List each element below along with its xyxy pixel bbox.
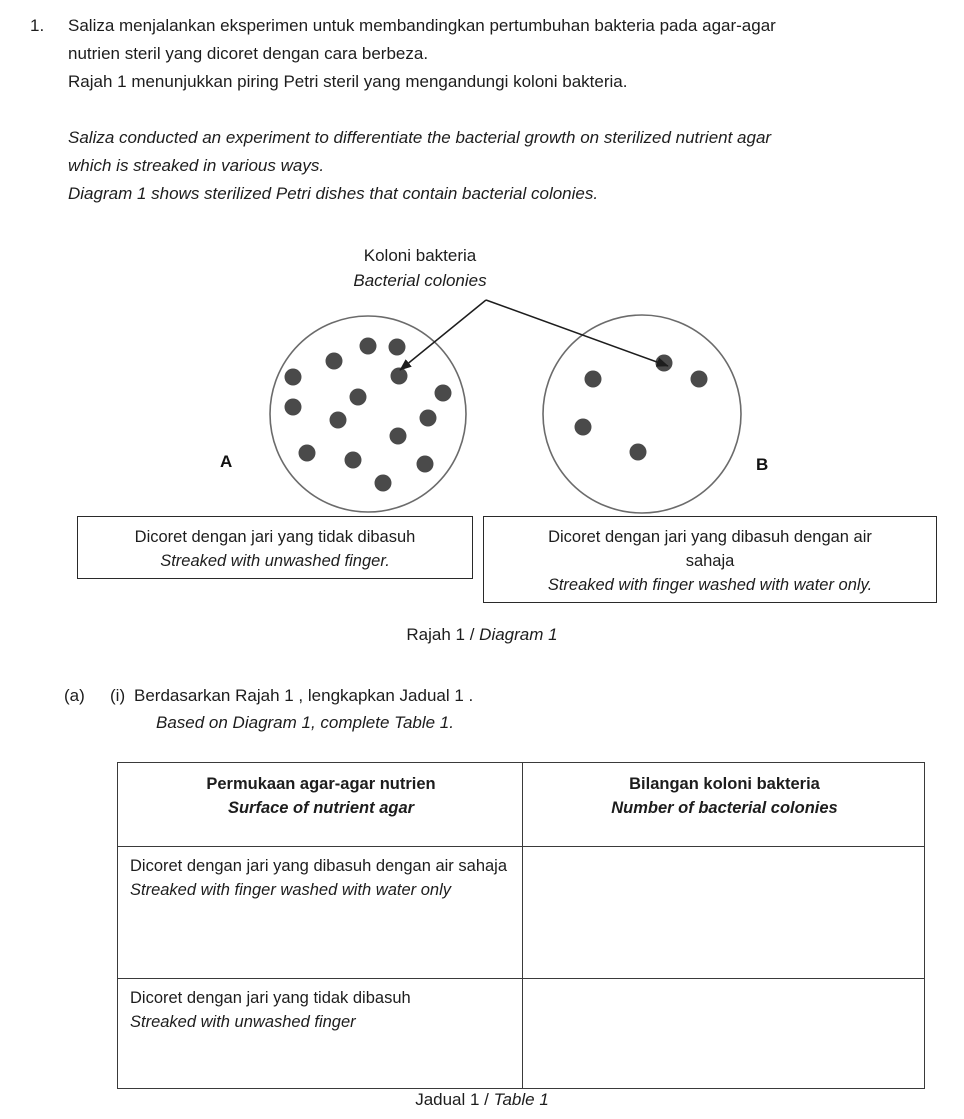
bacterial-colony-dot	[575, 419, 592, 436]
answer-table-body	[118, 847, 925, 1089]
part-a-english: Based on Diagram 1, complete Table 1.	[156, 713, 454, 732]
bacterial-colony-dot	[420, 410, 437, 427]
table-header-number	[523, 763, 925, 847]
bacterial-colony-dot	[389, 339, 406, 356]
part-a-text	[134, 682, 834, 736]
dish-a-caption-box	[77, 516, 473, 579]
table-row	[118, 847, 925, 979]
table-header-number-malay: Bilangan koloni bakteria	[629, 775, 820, 793]
callout-label-english: Bacterial colonies	[353, 271, 487, 290]
stem-malay-line-2: nutrien steril yang dicoret dengan cara berbeza.	[68, 44, 429, 63]
figure-caption	[0, 625, 964, 645]
dish-b-caption-box	[483, 516, 937, 603]
bacterial-colony-dot	[299, 445, 316, 462]
table-answer-cell-unwashed[interactable]	[523, 979, 925, 1089]
bacterial-colony-dot	[375, 475, 392, 492]
table-answer-cell-washed[interactable]	[523, 847, 925, 979]
petri-dish-b	[543, 315, 741, 513]
table-caption-english: Table 1	[493, 1090, 549, 1109]
table-header-row	[118, 763, 925, 847]
stem-english-line-2: which is streaked in various ways.	[68, 156, 325, 175]
dish-b-caption-english: Streaked with finger washed with water only.	[547, 576, 873, 594]
table-cell-surface-washed-malay: Dicoret dengan jari yang dibasuh dengan air sahaja	[130, 857, 508, 875]
answer-table-head	[118, 763, 925, 847]
question-stem	[68, 12, 928, 208]
petri-dish-a	[270, 316, 466, 512]
table-header-surface-english: Surface of nutrient agar	[227, 799, 415, 817]
table-cell-surface-unwashed-malay: Dicoret dengan jari yang tidak dibasuh	[130, 989, 411, 1007]
table-caption	[0, 1090, 964, 1110]
table-header-surface-malay: Permukaan agar-agar nutrien	[206, 775, 436, 793]
bacterial-colony-dot	[285, 369, 302, 386]
bacterial-colony-dot	[630, 444, 647, 461]
bacterial-colony-dot	[656, 355, 673, 372]
part-a-malay: Berdasarkan Rajah 1 , lengkapkan Jadual 1 .	[134, 686, 474, 705]
bacterial-colony-dot	[285, 399, 302, 416]
answer-table-wrapper	[117, 762, 924, 1089]
answer-table	[117, 762, 925, 1089]
figure-caption-malay: Rajah 1 /	[406, 625, 475, 644]
stem-malay-line-3: Rajah 1 menunjukkan piring Petri steril yang mengandungi koloni bakteria.	[68, 72, 628, 91]
bacterial-colony-dot	[435, 385, 452, 402]
table-header-surface	[118, 763, 523, 847]
dish-a-caption-english: Streaked with unwashed finger.	[160, 552, 390, 570]
bacterial-colony-dot	[330, 412, 347, 429]
table-cell-surface-washed-english: Streaked with finger washed with water only	[130, 881, 451, 899]
bacterial-colony-dot	[326, 353, 343, 370]
question-number: 1.	[30, 16, 45, 35]
bacterial-colony-dot	[390, 428, 407, 445]
bacterial-colony-dot	[585, 371, 602, 388]
table-cell-surface-unwashed-english: Streaked with unwashed finger	[130, 1013, 356, 1031]
bacterial-colony-dot	[691, 371, 708, 388]
dish-a-caption-malay: Dicoret dengan jari yang tidak dibasuh	[134, 528, 416, 546]
callout-arrows	[400, 300, 668, 370]
stem-malay-line-1: Saliza menjalankan eksperimen untuk membandingkan pertumbuhan bakteria pada agar-agar	[68, 16, 776, 35]
bacterial-colony-dot	[345, 452, 362, 469]
dish-letter-a: A	[220, 452, 233, 471]
part-a-letter: (a)	[64, 686, 85, 705]
table-header-number-english: Number of bacterial colonies	[611, 799, 838, 817]
bacterial-colony-dot	[360, 338, 377, 355]
stem-spacer	[68, 96, 928, 124]
callout-label-malay: Koloni bakteria	[363, 246, 477, 265]
callout-arrow-b	[486, 300, 668, 366]
bacterial-colony-dot	[350, 389, 367, 406]
colony-callout-label	[270, 243, 570, 293]
stem-english-line-3: Diagram 1 shows sterilized Petri dishes that contain bacterial colonies.	[68, 184, 599, 203]
bacterial-colony-dot	[417, 456, 434, 473]
petri-dish-outline-b	[543, 315, 741, 513]
bacterial-colony-dot	[391, 368, 408, 385]
dish-b-caption-malay-2: sahaja	[685, 552, 735, 570]
stem-english-line-1: Saliza conducted an experiment to differentiate the bacterial growth on sterilized nutrient agar	[68, 128, 772, 147]
table-cell-surface-washed	[118, 847, 523, 979]
callout-arrow-a	[400, 300, 486, 370]
figure-caption-english: Diagram 1	[479, 625, 558, 644]
dish-b-caption-malay-1: Dicoret dengan jari yang dibasuh dengan air	[548, 528, 872, 546]
table-caption-malay: Jadual 1 /	[415, 1090, 489, 1109]
part-a-roman: (i)	[110, 686, 126, 705]
petri-dish-outline-a	[270, 316, 466, 512]
table-row	[118, 979, 925, 1089]
table-cell-surface-unwashed	[118, 979, 523, 1089]
dish-letter-b: B	[756, 455, 769, 474]
